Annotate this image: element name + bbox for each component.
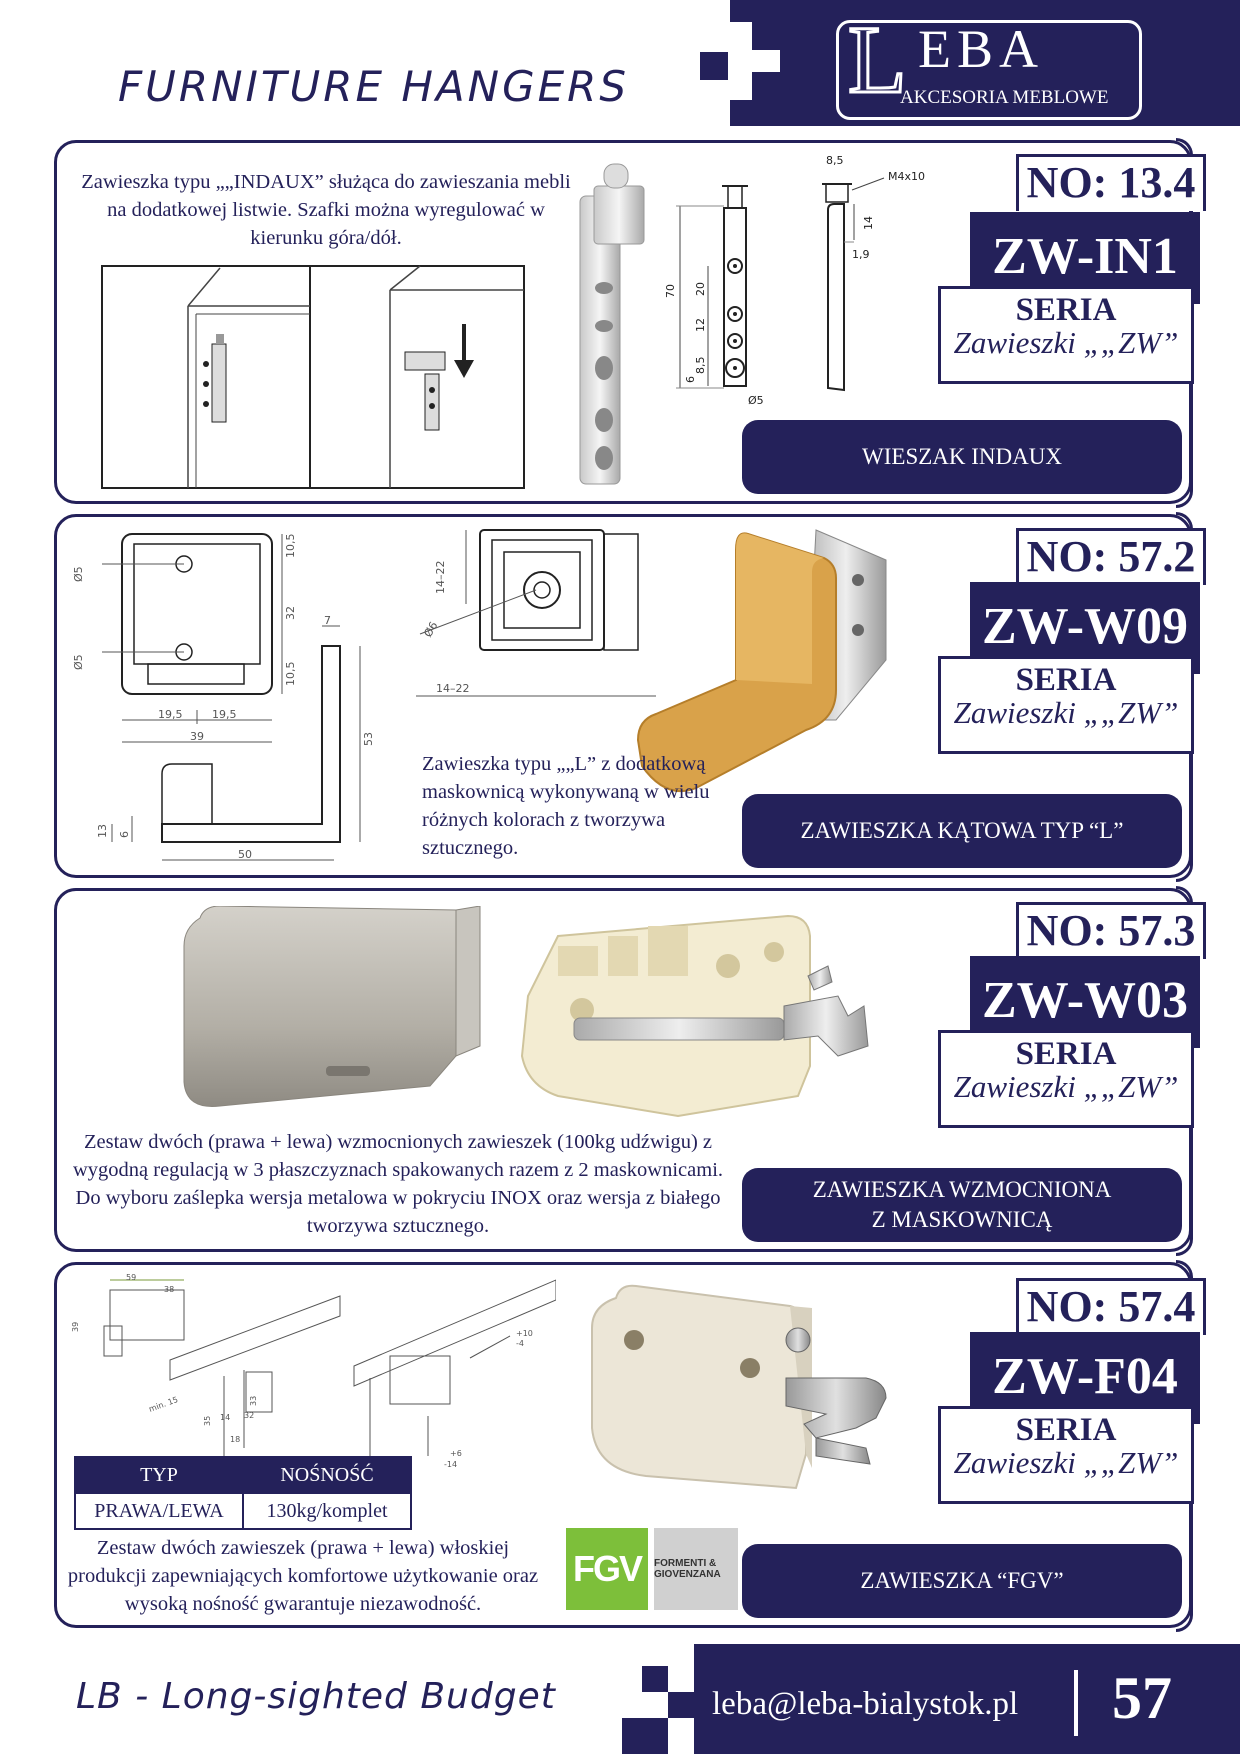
series-label: SERIA bbox=[1015, 662, 1117, 698]
dim-label: 6 bbox=[118, 831, 131, 838]
fgv-hanger-image bbox=[586, 1278, 902, 1514]
dim-label: 6 bbox=[684, 376, 697, 383]
pixel-square bbox=[668, 1692, 694, 1718]
dim-label: -4 bbox=[516, 1339, 524, 1348]
dim-label: 35 bbox=[203, 1415, 212, 1426]
dim-label: 20 bbox=[694, 282, 707, 296]
product-code: ZW-W03 bbox=[970, 956, 1200, 1048]
dim-label: 39 bbox=[71, 1321, 80, 1332]
dim-label: Ø6 bbox=[421, 619, 441, 640]
pixel-square bbox=[622, 1718, 668, 1754]
dim-label: 59 bbox=[126, 1273, 137, 1282]
product-description: Zawieszka typu „„L” z dodatkową maskownicą wykonywaną w wielu różnych kolorach z tworzywa sztucznego. bbox=[422, 753, 710, 859]
l-hanger-technical-front bbox=[72, 524, 402, 866]
spec-table bbox=[74, 1456, 412, 1530]
table-header-row bbox=[75, 1457, 411, 1493]
dim-label: -14 bbox=[444, 1460, 458, 1469]
product-code: ZW-W09 bbox=[970, 582, 1200, 674]
product-code: ZW-F04 bbox=[970, 1332, 1200, 1424]
dim-label: 10,5 bbox=[284, 533, 297, 558]
dim-label: 39 bbox=[190, 730, 204, 743]
dim-label: 14 bbox=[862, 216, 875, 230]
indaux-hanger-image bbox=[574, 158, 648, 488]
product-number: NO: 13.4 bbox=[1016, 154, 1206, 211]
product-description: Zestaw dwóch (prawa + lewa) wzmocnionych zawieszek (100kg udźwigu) z wygodną regulacją w 3 płaszczyznach spakowanych razem z 2 maskownicami. Do wyboru zaślepka wersja metalowa w pokryciu INOX oraz wersja z białego tworzywa sztucznego. bbox=[72, 1131, 724, 1237]
header-band-top bbox=[730, 0, 780, 22]
dim-label: 33 bbox=[249, 1395, 258, 1406]
pixel-square bbox=[752, 72, 780, 100]
page-title: FURNITURE HANGERS bbox=[118, 62, 630, 111]
page-number: 57 bbox=[1112, 1665, 1172, 1731]
dim-label: 32 bbox=[284, 606, 297, 620]
dim-label: min. 15 bbox=[147, 1395, 180, 1414]
series-box bbox=[938, 1406, 1194, 1504]
dim-label: 8,5 bbox=[826, 154, 844, 167]
logo-subtitle: AKCESORIA MEBLOWE bbox=[900, 87, 1109, 108]
product-number: NO: 57.2 bbox=[1016, 528, 1206, 585]
series-box bbox=[938, 286, 1194, 384]
product-category-button[interactable]: ZAWIESZKA KĄTOWA TYP “L” bbox=[742, 794, 1182, 868]
pixel-square bbox=[700, 52, 728, 80]
fgv-logo: FGV bbox=[566, 1528, 648, 1610]
button-line: ZAWIESZKA WZMOCNIONA bbox=[812, 1177, 1112, 1202]
fgv-installation-drawing bbox=[70, 1266, 556, 1462]
dim-label: 70 bbox=[664, 284, 677, 298]
product-code: ZW-IN1 bbox=[970, 212, 1200, 304]
product-category-button[interactable] bbox=[742, 1168, 1182, 1242]
dim-label: 18 bbox=[230, 1435, 241, 1444]
dim-label: Ø5 bbox=[748, 394, 764, 407]
dim-label: 8,5 bbox=[694, 356, 707, 374]
dim-label: M4x10 bbox=[888, 170, 925, 183]
dim-label: 7 bbox=[324, 614, 331, 627]
series-subtitle: Zawieszki „„ZW” bbox=[953, 695, 1179, 730]
table-cell: PRAWA/LEWA bbox=[75, 1493, 243, 1529]
table-header: TYP bbox=[75, 1457, 243, 1493]
dim-label: 53 bbox=[362, 732, 375, 746]
footer-tagline: LB - Long-sighted Budget bbox=[76, 1676, 556, 1717]
dim-label: 10,5 bbox=[284, 661, 297, 686]
dim-label: +6 bbox=[450, 1449, 462, 1458]
installation-drawing bbox=[100, 264, 526, 490]
pixel-square bbox=[642, 1666, 668, 1692]
logo-letter: L bbox=[848, 6, 907, 113]
reinforced-hanger-image bbox=[518, 906, 878, 1126]
product-category-button[interactable]: ZAWIESZKA “FGV” bbox=[742, 1544, 1182, 1618]
dim-label: 38 bbox=[164, 1285, 175, 1294]
fgv-company-name: FORMENTI & GIOVENZANA bbox=[654, 1528, 738, 1610]
series-subtitle: Zawieszki „„ZW” bbox=[953, 1069, 1179, 1104]
product-description: Zawieszka typu „„INDAUX” służąca do zawieszania mebli na dodatkowej listwie. Szafki można wyregulować w kierunku góra/dół. bbox=[81, 171, 571, 249]
dim-label: 50 bbox=[238, 848, 252, 861]
indaux-technical-front bbox=[664, 178, 774, 408]
dim-label: +10 bbox=[516, 1329, 533, 1338]
button-line: Z MASKOWNICĄ bbox=[871, 1207, 1053, 1232]
footer-email-link[interactable]: leba@leba-bialystok.pl bbox=[712, 1686, 1019, 1722]
dim-label: 12 bbox=[694, 318, 707, 332]
header-band-bottom bbox=[730, 100, 780, 126]
cover-cap-image bbox=[180, 906, 496, 1116]
dim-label: 14–22 bbox=[434, 560, 447, 594]
logo-text: EBA bbox=[918, 19, 1044, 79]
page-number-divider bbox=[1074, 1670, 1078, 1736]
pixel-square-gap bbox=[728, 46, 752, 70]
series-box bbox=[938, 656, 1194, 754]
dim-label: 19,5 bbox=[158, 708, 183, 721]
pixel-square bbox=[752, 22, 780, 50]
product-category-button[interactable]: WIESZAK INDAUX bbox=[742, 420, 1182, 494]
dim-label: 13 bbox=[96, 824, 109, 838]
series-label: SERIA bbox=[1015, 1412, 1117, 1448]
series-label: SERIA bbox=[1015, 1036, 1117, 1072]
l-hanger-technical-top bbox=[416, 524, 656, 704]
dim-label: 19,5 bbox=[212, 708, 237, 721]
dim-label: Ø5 bbox=[72, 566, 85, 582]
product-number: NO: 57.3 bbox=[1016, 902, 1206, 959]
dim-label: 1,9 bbox=[852, 248, 870, 261]
dim-label: 14 bbox=[220, 1413, 231, 1422]
product-number: NO: 57.4 bbox=[1016, 1278, 1206, 1335]
series-label: SERIA bbox=[1015, 292, 1117, 328]
series-subtitle: Zawieszki „„ZW” bbox=[953, 325, 1179, 360]
table-header: NOŚNOŚĆ bbox=[243, 1457, 411, 1493]
dim-label: 32 bbox=[244, 1411, 255, 1420]
product-description: Zestaw dwóch zawieszek (prawa + lewa) włoskiej produkcji zapewniających komfortowe użytkowanie oraz wysoką nośność gwarantuje niezawodność. bbox=[67, 1537, 539, 1615]
table-cell: 130kg/komplet bbox=[243, 1493, 411, 1529]
table-row bbox=[75, 1493, 411, 1529]
indaux-technical-side bbox=[814, 150, 934, 394]
series-subtitle: Zawieszki „„ZW” bbox=[953, 1445, 1179, 1480]
dim-label: 14–22 bbox=[436, 682, 470, 695]
dim-label: Ø5 bbox=[72, 654, 85, 670]
series-box bbox=[938, 1030, 1194, 1128]
